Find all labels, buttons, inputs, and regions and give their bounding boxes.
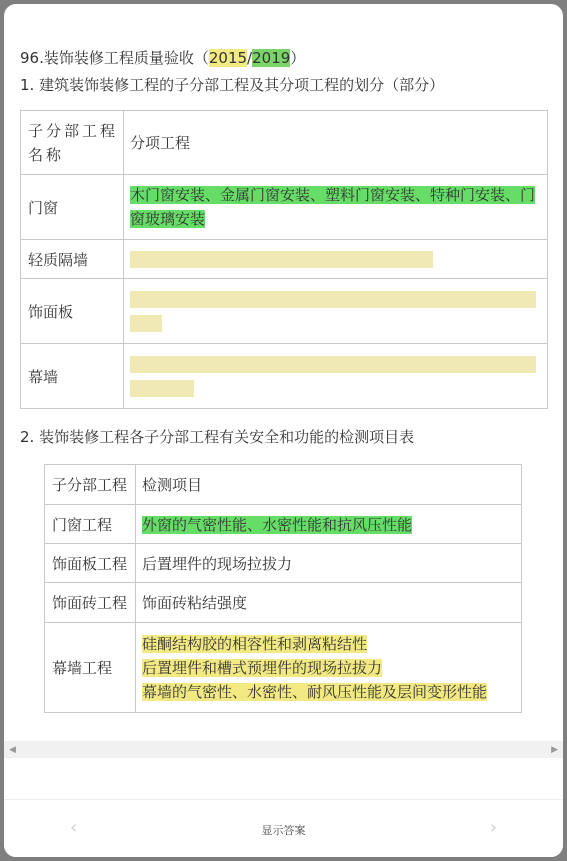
row-name: 饰面砖工程 xyxy=(45,583,136,623)
row-name: 门窗 xyxy=(21,175,124,240)
section1-heading: 1. 建筑装饰装修工程的子分部工程及其分项工程的划分（部分） xyxy=(20,76,445,94)
blank-cell xyxy=(124,279,548,344)
table-row xyxy=(21,240,548,279)
footer-bar xyxy=(4,799,563,857)
header-cell-items: 检测项目 xyxy=(136,465,522,505)
table-row xyxy=(45,623,522,713)
row-value xyxy=(124,175,548,240)
year-2019: 2019 xyxy=(252,49,291,67)
table-row xyxy=(21,279,548,344)
answer-highlight: 后置埋件和槽式预埋件的现场拉拔力 xyxy=(142,658,383,677)
row-name: 幕墙工程 xyxy=(45,623,136,713)
answer-highlight: 硅酮结构胶的相容性和剥离粘结性 xyxy=(142,634,368,653)
answer-blank[interactable] xyxy=(130,315,162,332)
answer-blank[interactable] xyxy=(130,356,536,373)
row-name: 饰面板工程 xyxy=(45,544,136,583)
answer-blank[interactable] xyxy=(130,380,194,397)
scroll-left-icon[interactable]: ◀ xyxy=(9,745,16,755)
row-name: 幕墙 xyxy=(21,344,124,409)
horizontal-scrollbar[interactable] xyxy=(4,741,563,758)
header-cell-name: 子分部工程 xyxy=(45,465,136,505)
table-row xyxy=(21,175,548,240)
inspection-table xyxy=(44,464,522,713)
division-table xyxy=(20,110,548,409)
blank-cell xyxy=(124,240,548,279)
answer-highlight: 外窗的气密性能、水密性能和抗风压性能 xyxy=(142,515,413,534)
year-2015: 2015 xyxy=(208,49,248,67)
table-header-row xyxy=(21,111,548,175)
row-value xyxy=(136,505,522,544)
table-row xyxy=(21,344,548,409)
row-name: 饰面板 xyxy=(21,279,124,344)
table-row xyxy=(45,544,522,583)
answer-blank[interactable] xyxy=(130,251,433,268)
row-name: 门窗工程 xyxy=(45,505,136,544)
answer-highlight: 木门窗安装、金属门窗安装、塑料门窗安装、特种门安装、门窗玻璃安装 xyxy=(130,186,536,228)
section2-heading: 2. 装饰装修工程各子分部工程有关安全和功能的检测项目表 xyxy=(20,428,415,446)
row-name: 轻质隔墙 xyxy=(21,240,124,279)
question-content xyxy=(4,4,563,744)
row-value: 后置埋件的现场拉拔力 xyxy=(136,544,522,583)
header-cell-name: 子分部工程名称 xyxy=(21,111,124,175)
table-row xyxy=(45,583,522,623)
chevron-right-icon[interactable]: › xyxy=(489,817,497,838)
row-value xyxy=(136,623,522,713)
header-cell-items: 分项工程 xyxy=(124,111,548,175)
title-prefix: 96.装饰装修工程质量验收（ xyxy=(20,49,209,67)
blank-cell xyxy=(124,344,548,409)
answer-blank[interactable] xyxy=(130,291,536,308)
question-card xyxy=(4,4,563,857)
answer-highlight: 幕墙的气密性、水密性、耐风压性能及层间变形性能 xyxy=(142,682,488,701)
table-header-row xyxy=(45,465,522,505)
scroll-right-icon[interactable]: ▶ xyxy=(551,745,558,755)
title-suffix: ） xyxy=(290,49,306,67)
row-value: 饰面砖粘结强度 xyxy=(136,583,522,623)
chevron-left-icon[interactable]: ‹ xyxy=(70,817,78,838)
table-row xyxy=(45,505,522,544)
year-separator: / xyxy=(247,49,253,67)
show-answer-button[interactable]: 显示答案 xyxy=(261,824,306,837)
question-title xyxy=(20,48,305,68)
